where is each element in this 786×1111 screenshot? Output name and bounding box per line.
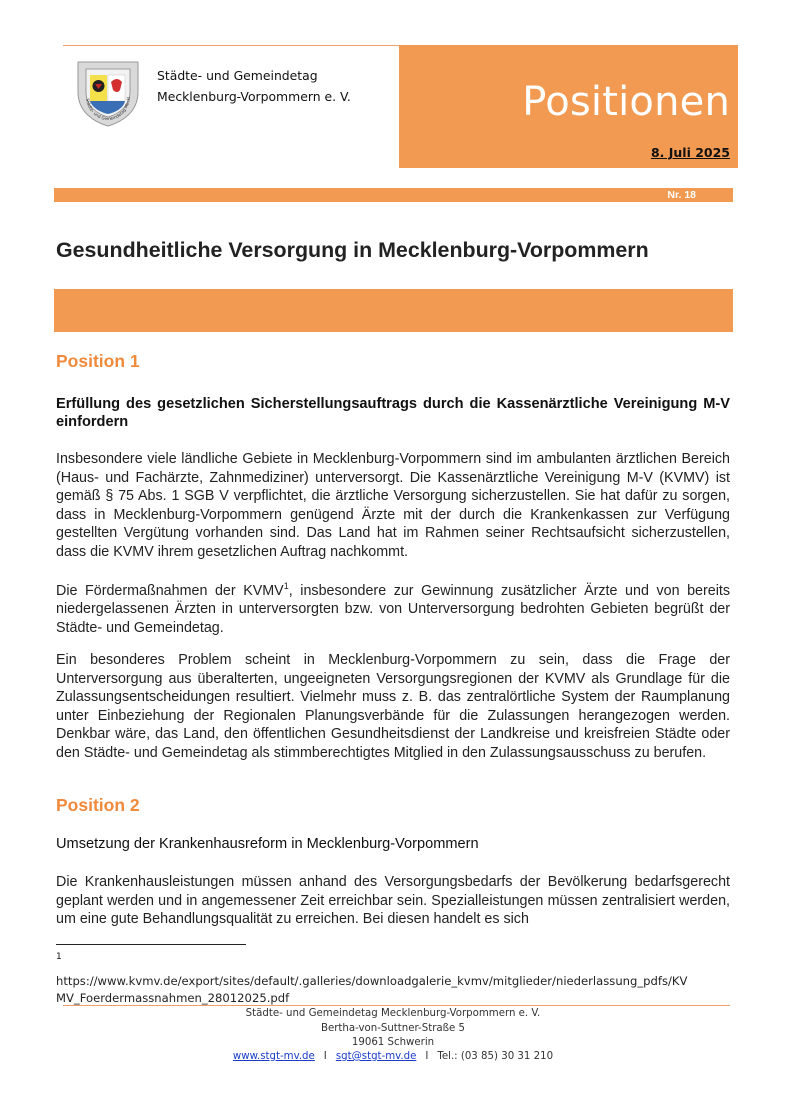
footer-contact <box>0 1051 786 1062</box>
paragraph: Ein besonderes Problem scheint in Mecklenburg-Vorpommern zu sein, dass die Frage der Unterversorgung aus überalterten, ungeeigneten Versorgungsregionen der KVMV als Grundlage für die Zulassungsentscheidungen resultiert. Vielmehr muss z. B. das zentralörtliche System der Raumplanung unter Einbeziehung der Regionalen Planungsverbände für die Zulassungen herangezogen werden. Denkbar wäre, das Land, den öffentlichen Gesundheitsdienst der Landkreise und kreisfreien Städte oder den Städte- und Gemeindetag als stimmberechtigtes Mitglied in den Zulassungsausschuss zu berufen. <box>56 652 730 761</box>
paragraph-text: , insbesondere zur Gewinnung zusätzlicher Ärzte und von bereits niedergelassenen Ärzten in unterversorgten bzw. von Unterversorgung bedrohten Gebieten begrüßt der Städte- und Gemeindetag. <box>56 582 731 636</box>
document-type-title: Positionen <box>522 79 730 125</box>
paragraph <box>56 577 730 638</box>
email-link[interactable]: sgt@stgt-mv.de <box>335 1051 417 1062</box>
organization-name-line1: Städte- und Gemeindetag <box>157 68 318 83</box>
coat-of-arms-icon <box>74 56 142 128</box>
footer-organization: Städte- und Gemeindetag Mecklenburg-Vorpommern e. V. <box>245 1008 541 1019</box>
footer-city: 19061 Schwerin <box>351 1037 435 1048</box>
footnote-url[interactable]: https://www.kvmv.de/export/sites/default/.galleries/downloadgalerie_kvmv/mitglieder/niederlassung_pdfs/KVMV_Foerdermassnahmen_28012025.pdf <box>56 974 688 1005</box>
paragraph-text: Die Fördermaßnahmen der KVMV <box>56 582 284 599</box>
position-2-heading: Position 2 <box>56 795 140 815</box>
footer-rule <box>63 1005 730 1006</box>
position-1-subheading: Erfüllung des gesetzlichen Sicherstellungsauftrags durch die Kassenärztliche Vereinigung M-V einfordern <box>56 396 730 430</box>
issue-number: Nr. 18 <box>667 189 696 201</box>
position-1-heading: Position 1 <box>56 351 140 371</box>
publication-date: 8. Juli 2025 <box>650 145 730 160</box>
separator: I <box>425 1051 429 1062</box>
header-rule <box>63 45 399 46</box>
svg-text:Städte- und Gemeindetag Meckle: Städte- und Gemeindetag Meckl <box>85 96 131 122</box>
title-band <box>54 289 733 332</box>
footer-street: Bertha-von-Suttner-Straße 5 <box>320 1023 466 1034</box>
position-2-subheading: Umsetzung der Krankenhausreform in Mecklenburg-Vorpommern <box>56 836 479 852</box>
separator: I <box>323 1051 327 1062</box>
phone-number: Tel.: (03 85) 30 31 210 <box>437 1051 554 1062</box>
issue-number-bar <box>54 188 733 202</box>
paragraph: Insbesondere viele ländliche Gebiete in Mecklenburg-Vorpommern sind im ambulanten ärztlichen Bereich (Haus- und Fachärzte, Zahnmediziner) unterversorgt. Die Kassenärztliche Vereinigung M-V (KVMV) ist gemäß § 75 Abs. 1 SGB V verpflichtet, die ärztliche Versorgung sicherzustellen. Sie hat dafür zu sorgen, dass in Mecklenburg-Vorpommern genügend Ärzte mit der durch die Krankenkassen zur Verfügung gestellten Vergütung vorhanden sind. Das Land hat im Rahmen seiner Rechtsaufsicht sicherzustellen, dass die KVMV ihrem gesetzlichen Auftrag nachkommt. <box>56 451 730 560</box>
footnote-number: 1 <box>56 952 62 962</box>
organization-logo <box>74 56 142 128</box>
document-title: Gesundheitliche Versorgung in Mecklenburg-Vorpommern <box>56 238 649 262</box>
website-link[interactable]: www.stgt-mv.de <box>232 1051 315 1062</box>
footnote-reference[interactable]: 1 <box>283 581 289 591</box>
footnote-rule <box>56 944 246 945</box>
organization-name-line2: Mecklenburg-Vorpommern e. V. <box>157 89 351 104</box>
paragraph: Die Krankenhausleistungen müssen anhand des Versorgungsbedarfs der Bevölkerung bedarfsgerecht geplant werden und in angemessener Zeit erreichbar sein. Spezialleistungen müssen zentralisiert werden, um eine gute Behandlungsqualität zu erreichen. Bei diesen handelt es sich <box>56 874 730 928</box>
